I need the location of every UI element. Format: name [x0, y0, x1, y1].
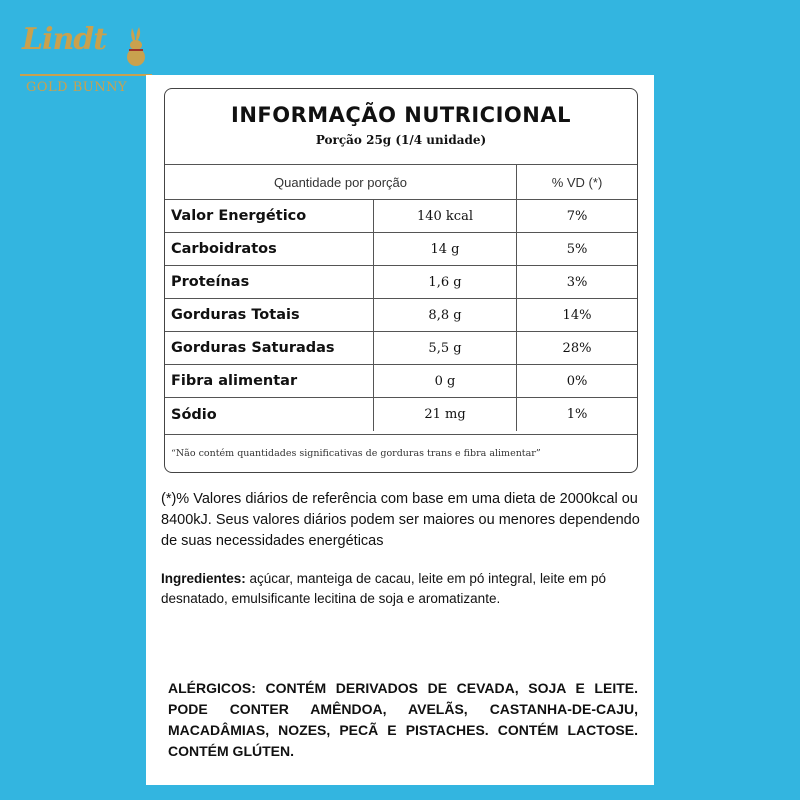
nutrition-table [164, 88, 638, 473]
nutrient-daily-value: 1% [566, 407, 588, 422]
nutrient-daily-value: 14% [562, 307, 592, 323]
brand-logo [20, 22, 152, 110]
daily-value-footnote: (*)% Valores diários de referência com base em uma dieta de 2000kcal ou 8400kJ. Seus valores diários podem ser maiores ou menores dependendo de suas necessidades energéticas [161, 491, 640, 549]
nutrient-name: Carboidratos [171, 241, 277, 257]
nutrient-rows [165, 200, 637, 431]
nutrient-name: Valor Energético [171, 208, 307, 224]
portion-size: Porção 25g (1/4 unidade) [315, 133, 487, 147]
nutrient-quantity: 140 kcal [373, 200, 517, 232]
nutrient-daily-value: 7% [566, 208, 588, 224]
nutrient-quantity: 1,6 g [373, 266, 517, 298]
table-header [165, 164, 637, 200]
nutrient-quantity: 0 g [373, 365, 517, 397]
nutrient-daily-value: 0% [566, 373, 588, 389]
nutrition-title: INFORMAÇÃO NUTRICIONAL [231, 103, 571, 127]
table-row [165, 266, 637, 299]
ingredients-list: açúcar, manteiga de cacau, leite em pó integral, leite em pó desnatado, emulsificante lecitina de soja e aromatizante. [161, 571, 606, 606]
nutrient-name: Gorduras Saturadas [171, 340, 335, 356]
brand-subtitle: GOLD BUNNY [26, 80, 128, 95]
allergens-text: ALÉRGICOS: CONTÉM DERIVADOS DE CEVADA, SOJA E LEITE. PODE CONTER AMÊNDOA, AVELÃS, CASTANHA-DE-CAJU, MACADÂMIAS, NOZES, PECÃ E PISTACHES. CONTÉM LACTOSE. CONTÉM GLÚTEN. [168, 680, 638, 759]
table-note: “Não contém quantidades significativas de gorduras trans e fibra alimentar” [165, 434, 637, 472]
nutrient-name: Fibra alimentar [171, 373, 298, 389]
table-row [165, 332, 637, 365]
nutrient-daily-value: 3% [566, 274, 588, 290]
nutrient-name: Proteínas [171, 274, 250, 290]
table-row [165, 233, 637, 266]
nutrient-daily-value: 5% [566, 241, 588, 257]
header-daily-value: % VD (*) [551, 174, 603, 190]
ingredients-text [161, 569, 641, 609]
table-row [165, 365, 637, 398]
nutrient-name: Gorduras Totais [171, 307, 300, 323]
nutrient-daily-value: 28% [562, 340, 592, 356]
brand-divider [20, 74, 152, 76]
nutrient-quantity: 14 g [373, 233, 517, 265]
ingredients-label: Ingredientes: [161, 571, 246, 586]
label-panel [146, 75, 654, 785]
table-row [165, 299, 637, 332]
nutrient-quantity: 8,8 g [373, 299, 517, 331]
header-quantity: Quantidade por porção [165, 165, 517, 199]
nutrient-quantity: 5,5 g [373, 332, 517, 364]
brand-script: Lindt [22, 22, 107, 57]
table-row [165, 398, 637, 431]
nutrient-quantity: 21 mg [373, 398, 517, 431]
bunny-icon [124, 26, 148, 66]
nutrient-name: Sódio [171, 406, 217, 423]
table-row [165, 200, 637, 233]
